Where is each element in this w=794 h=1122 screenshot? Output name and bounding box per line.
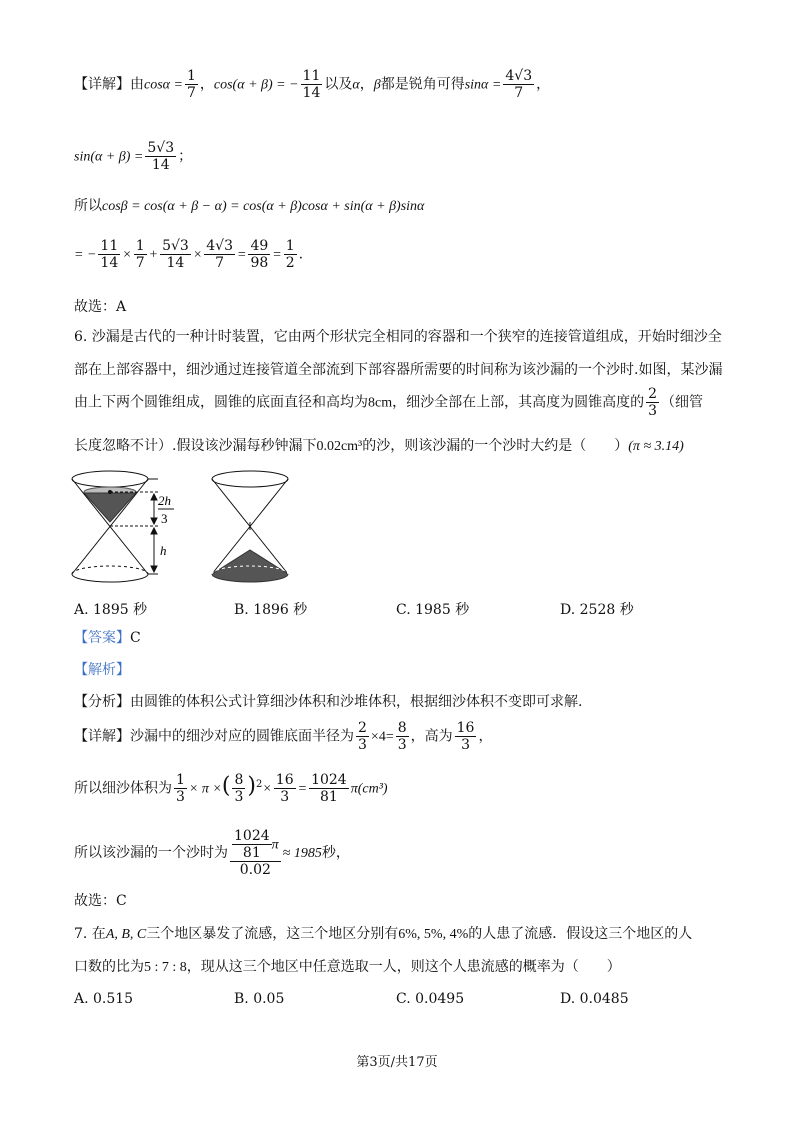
- text: ，细沙全部在上部，其高度为圆锥高度的: [392, 394, 645, 411]
- fraction: $\frac{4√3}{7}$: [505, 68, 533, 101]
- q6-time: [74, 828, 350, 878]
- paren-close: ): [247, 773, 256, 799]
- q6-volume: [74, 772, 388, 805]
- fraction: $\frac{5√3}{14}$: [147, 140, 175, 173]
- fraction: $\frac{1}{2}$: [285, 238, 295, 271]
- text: ，现从这三个地区中任意选取一人，则这个人患流感的概率为（ ）: [186, 959, 621, 975]
- math-sin-ab: sin(α + β) =: [74, 149, 144, 165]
- math-result: ≈ 1985: [282, 846, 322, 861]
- text: 秒，: [321, 845, 350, 861]
- sol5-line1: [74, 68, 550, 101]
- math-cos-ab: cos(α + β) = −: [213, 77, 299, 93]
- fraction: $\frac{16}{3}$: [456, 720, 475, 753]
- fraction: $\frac{11}{14}$: [302, 68, 321, 101]
- fenxi-tag: 【分析】: [74, 694, 130, 710]
- q6-option-a[interactable]: A. 1895 秒: [74, 602, 148, 618]
- fraction: $\frac{49}{98}$: [250, 238, 269, 271]
- fraction: $\frac{1}{7}$: [186, 68, 196, 101]
- q7-option-c[interactable]: C. 0.0495: [396, 991, 465, 1007]
- sand-top: [84, 493, 136, 522]
- sol5-answer: 故选：A: [74, 299, 127, 315]
- q7-line1: [74, 924, 692, 945]
- text: 由圆锥的体积公式计算细沙体积和沙堆体积，根据细沙体积不变即可求解.: [130, 694, 583, 710]
- text: （细管: [661, 394, 704, 411]
- sol5-line3: [74, 196, 424, 217]
- compound-fraction: $\frac{1024}{81}$ π 0.02: [230, 828, 281, 878]
- exponent: 2: [255, 778, 263, 790]
- fraction: $\frac{16}{3}$: [275, 772, 294, 805]
- q6-detail: [74, 720, 492, 753]
- fraction: $\frac{8}{3}$: [234, 772, 244, 805]
- sol5-line2: [74, 140, 192, 173]
- q6-option-c[interactable]: C. 1985 秒: [396, 602, 470, 618]
- math-beta: β: [373, 77, 381, 93]
- math-op: =: [237, 247, 247, 263]
- text: 都是锐角可得: [380, 76, 465, 93]
- label-3: 3: [161, 511, 168, 526]
- text: .: [298, 246, 304, 263]
- page-footer: 第3页/共17页: [356, 1055, 438, 1070]
- text: 所以细沙体积为: [74, 780, 172, 797]
- math-alpha: α: [352, 77, 360, 93]
- text: ；: [178, 148, 193, 165]
- fraction: $\frac{11}{14}$: [100, 238, 119, 271]
- hourglass-figure: [66, 466, 306, 592]
- q7-line2: [74, 957, 621, 978]
- math-op: ×: [262, 781, 272, 797]
- q6-line2: 部在上部容器中，细沙通过连接管道全部流到下部容器所需要的时间称为该沙漏的一个沙时.如图，某沙漏: [74, 362, 723, 378]
- q6-line1: 6. 沙漏是古代的一种计时装置，它由两个形状完全相同的容器和一个狭窄的连接管道组成，开始时细沙全: [74, 329, 722, 345]
- detail-tag: 【详解】: [74, 728, 130, 745]
- fraction: $\frac{2}{3}$: [358, 720, 367, 753]
- math-rate: 0.02cm³: [316, 439, 363, 454]
- text: 的沙，则该沙漏的一个沙时大约是（ ）: [362, 438, 629, 454]
- label-2h: 2h: [158, 493, 171, 508]
- math-cos-beta-expr: cosβ = cos(α + β − α) = cos(α + β)cosα + sin(α + β)sinα: [102, 199, 425, 214]
- text: ，: [536, 76, 551, 93]
- fraction: $\frac{1}{7}$: [135, 238, 145, 271]
- math-op: ×: [192, 247, 203, 263]
- q7-option-b[interactable]: B. 0.05: [234, 991, 285, 1007]
- text: 三个地区暴发了流感，这三个地区分别有: [146, 926, 399, 942]
- math-op: +: [148, 247, 159, 263]
- fraction: $\frac{5√3}{14}$: [162, 238, 189, 271]
- fraction: $\frac{8}{3}$: [397, 720, 407, 753]
- q7-option-d[interactable]: D. 0.0485: [560, 991, 629, 1007]
- math-op: ×: [122, 247, 132, 263]
- math-expr: ×4=: [370, 729, 394, 745]
- math-pi-approx: (π ≈ 3.14): [628, 439, 684, 454]
- fraction: $\frac{2}{3}$: [648, 386, 658, 419]
- text: ，: [199, 76, 214, 93]
- text: ，: [359, 76, 374, 93]
- text: ，: [478, 728, 493, 745]
- math-cos-alpha: cosα =: [144, 77, 183, 93]
- text: 沙漏中的细沙对应的圆锥底面半径为: [130, 728, 354, 745]
- text: 长度忽略不计）.假设该沙漏每秒钟漏下: [74, 438, 317, 454]
- math-op: =: [272, 247, 282, 263]
- q6-option-b[interactable]: B. 1896 秒: [234, 602, 308, 618]
- q6-line4: [74, 436, 684, 457]
- q7-option-a[interactable]: A. 0.515: [74, 991, 134, 1007]
- label-h: h: [160, 543, 167, 558]
- text: 由: [130, 76, 144, 93]
- analysis-tag: 【解析】: [74, 662, 130, 678]
- math-abc: A, B, C: [105, 927, 147, 942]
- sol5-line4: [74, 238, 303, 271]
- math-unit: π(cm³): [350, 781, 388, 797]
- math-percent: 6%, 5%, 4%: [398, 927, 469, 942]
- text: 7. 在: [74, 926, 106, 942]
- q6-fenxi: [74, 692, 582, 712]
- q6-final-answer: 故选：C: [74, 893, 127, 909]
- fraction: $\frac{1}{3}$: [176, 772, 185, 805]
- q6-line3: [74, 386, 703, 419]
- q6-option-d[interactable]: D. 2528 秒: [560, 602, 634, 618]
- text: 所以该沙漏的一个沙时为: [74, 845, 228, 861]
- answer-value: C: [130, 630, 141, 646]
- math-8cm: 8cm: [368, 395, 393, 411]
- q6-answer: [74, 628, 141, 648]
- answer-tag: 【答案】: [74, 630, 130, 646]
- math-op: =: [297, 781, 308, 797]
- math-op: = −: [74, 247, 97, 263]
- fraction: $\frac{4√3}{7}$: [206, 238, 234, 271]
- text: 由上下两个圆锥组成，圆锥的底面直径和高均为: [74, 394, 368, 411]
- hourglass-right: [212, 471, 288, 582]
- text: 的人患了流感．假设这三个地区的人: [468, 926, 693, 942]
- text: 以及: [324, 76, 353, 93]
- math-sin-alpha: sinα =: [464, 77, 502, 93]
- fraction: $\frac{1024}{81}$: [311, 772, 347, 805]
- text: 口数的比为: [74, 959, 144, 975]
- math-op: × π ×: [188, 781, 222, 797]
- paren-open: (: [221, 773, 231, 799]
- text: 所以: [74, 198, 102, 214]
- detail-tag: 【详解】: [74, 76, 130, 93]
- sand-pile: [212, 550, 288, 582]
- text: ，高为: [410, 728, 453, 745]
- math-ratio: 5 : 7 : 8: [144, 960, 187, 975]
